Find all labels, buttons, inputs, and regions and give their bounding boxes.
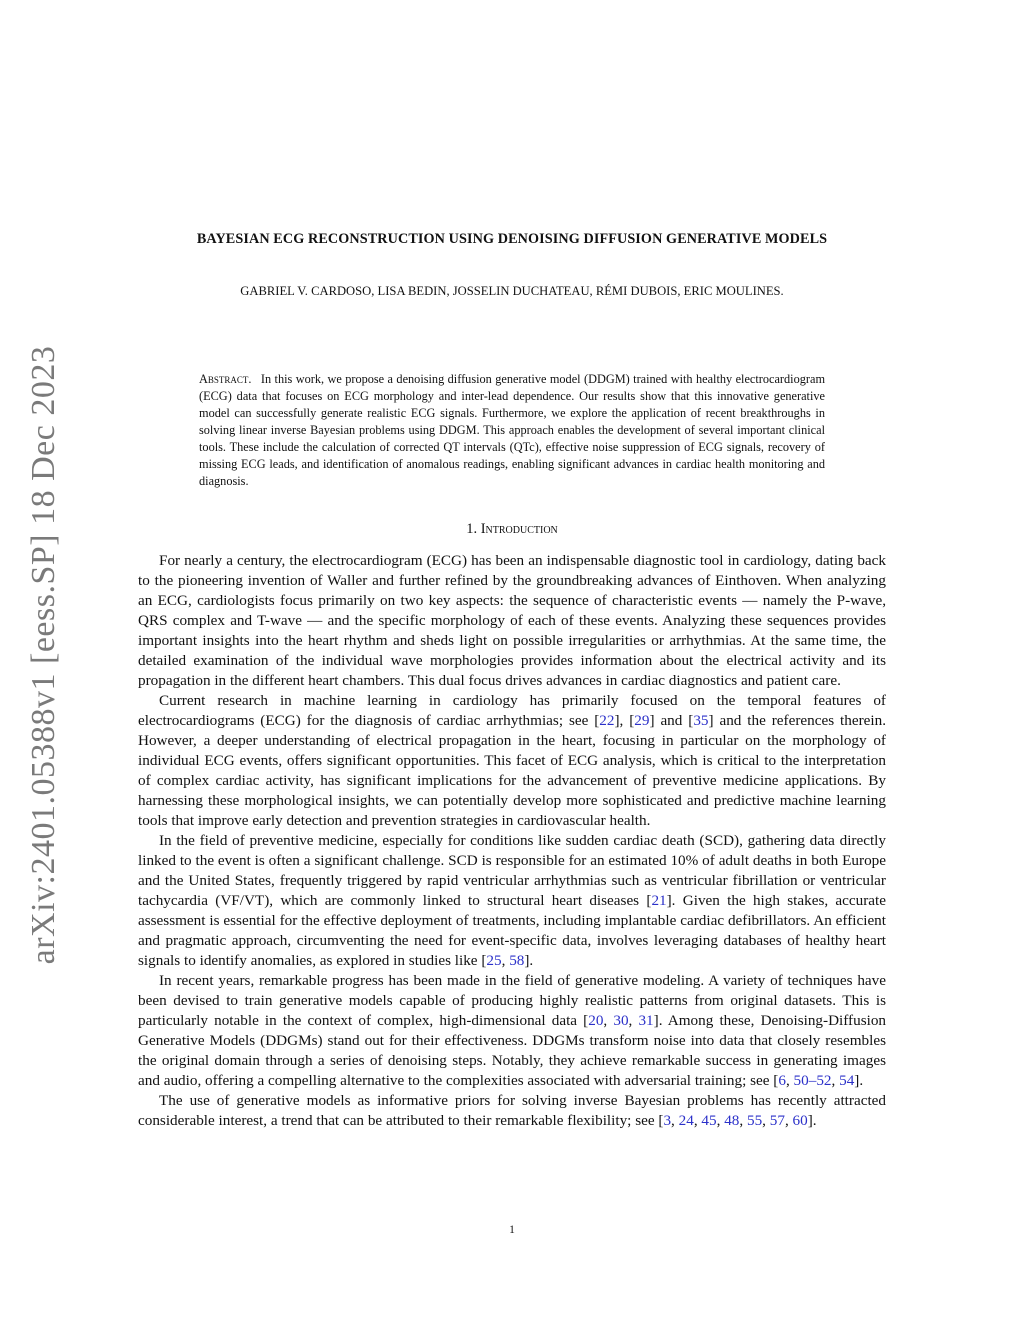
citation-link[interactable]: 20 bbox=[588, 1012, 604, 1029]
paragraph-text: , bbox=[784, 1112, 793, 1129]
paragraph-text: , bbox=[603, 1012, 614, 1029]
citation-link[interactable]: 50–52 bbox=[793, 1072, 832, 1089]
citation-link[interactable]: 55 bbox=[746, 1112, 763, 1129]
paragraph-4 bbox=[138, 971, 886, 1091]
paragraph-text: For nearly a century, the electrocardiogram (ECG) has been an indispensable diagnostic tool in cardiology, dating back to the pioneering invention of Waller and further refined by the groundbreaking advances of Einthoven. When analyzing an ECG, cardiologists focus primarily on two key aspects: the sequence of characteristic events — namely the P-wave, QRS complex and T-wave — and the specific morphology of each of these events. Analyzing these sequences provides important insights into the heart rhythm and sheds light on possible irregularities or arrhythmias. At the same time, the detailed examination of the individual wave morphologies provides information about the electrical activity and its propagation in the different heart chambers. This dual focus drives advances in cardiac diagnostics and patient care. bbox=[138, 552, 886, 689]
paragraph-text: ]. Among these, Denoising-Diffusion Generative Models (DDGMs) stand out for their effectiveness. DDGMs transform noise into data that closely resembles the original domain through a series of denoising steps. Notably, they achieve remarkable success in generating images and audio, offering a compelling alternative to the complexities associated with adversarial training; see [ bbox=[138, 1012, 887, 1089]
paragraph-text: , bbox=[501, 952, 510, 969]
abstract-text: In this work, we propose a denoising diffusion generative model (DDGM) trained with healthy electrocardiogram (ECG) data that focuses on ECG morphology and inter-lead dependence. Our results show that this innovative generative model can successfully generate realistic ECG signals. Furthermore, we explore the application of recent breakthroughs in solving linear inverse Bayesian problems using DDGM. This approach enables the development of several important clinical tools. These include the calculation of corrected QT intervals (QTc), effective noise suppression of ECG signals, recovery of missing ECG leads, and identification of anomalous readings, enabling significant advances in cardiac health monitoring and diagnosis. bbox=[199, 372, 826, 488]
abstract-label: Abstract. bbox=[199, 372, 252, 386]
paragraph-text: Current research in machine learning in cardiology has primarily focused on the temporal features of electrocardiograms (ECG) for the diagnosis of cardiac arrhythmias; see [ bbox=[138, 692, 886, 729]
citation-link[interactable]: 21 bbox=[651, 892, 667, 909]
page-number: 1 bbox=[509, 1224, 515, 1236]
paragraph-text: , bbox=[716, 1112, 725, 1129]
citation-link[interactable]: 30 bbox=[613, 1012, 629, 1029]
paragraph-5 bbox=[138, 1091, 886, 1131]
citation-link[interactable]: 25 bbox=[486, 952, 502, 969]
citation-link[interactable]: 35 bbox=[693, 712, 709, 729]
paragraph-text: The use of generative models as informative priors for solving inverse Bayesian problems has recently attracted considerable interest, a trend that can be attributed to their remarkable flexibility; see [ bbox=[138, 1092, 886, 1129]
citation-link[interactable]: 54 bbox=[839, 1072, 855, 1089]
paper-title: BAYESIAN ECG RECONSTRUCTION USING DENOISING DIFFUSION GENERATIVE MODELS bbox=[196, 231, 828, 247]
paragraph-3 bbox=[138, 831, 886, 971]
paragraph-text: , bbox=[785, 1072, 794, 1089]
paragraph-text: ]. bbox=[854, 1072, 864, 1089]
paragraph-2 bbox=[138, 691, 886, 831]
citation-link[interactable]: 6 bbox=[778, 1072, 786, 1089]
citation-link[interactable]: 45 bbox=[701, 1112, 717, 1129]
paragraph-text: , bbox=[831, 1072, 840, 1089]
paragraph-text: , bbox=[671, 1112, 679, 1129]
paragraph-text: ]. bbox=[807, 1112, 817, 1129]
paragraph-text: In the field of preventive medicine, especially for conditions like sudden cardiac death (SCD), gathering data directly linked to the event is often a significant challenge. SCD is responsible for an estimated 10% of adult deaths in both Europe and the United States, frequently triggered by rapid ventricular arrhythmias such as ventricular fibrillation or ventricular tachycardia (VF/VT), which are commonly linked to structural heart diseases [ bbox=[138, 832, 886, 909]
paragraph-text: ] and [ bbox=[649, 712, 694, 729]
paragraph-text: , bbox=[762, 1112, 770, 1129]
citation-link[interactable]: 31 bbox=[638, 1012, 654, 1029]
arxiv-identifier: arXiv:2401.05388v1 [eess.SP] 18 Dec 2023 bbox=[25, 345, 62, 965]
paragraph-text: In recent years, remarkable progress has been made in the field of generative modeling. A variety of techniques have been devised to train generative models capable of producing highly realistic patterns from original datasets. This is particularly notable in the context of complex, high-dimensional data [ bbox=[138, 972, 886, 1029]
paragraph-text: , bbox=[739, 1112, 747, 1129]
citation-link[interactable]: 48 bbox=[724, 1112, 740, 1129]
citation-link[interactable]: 57 bbox=[769, 1112, 785, 1129]
section-number: 1. bbox=[466, 521, 478, 537]
citation-link[interactable]: 24 bbox=[678, 1112, 694, 1129]
citation-link[interactable]: 3 bbox=[663, 1112, 672, 1129]
section-title: Introduction bbox=[480, 521, 558, 537]
paragraph-text: ]. bbox=[524, 952, 534, 969]
paragraph-1 bbox=[138, 551, 886, 691]
paragraph-text: ], [ bbox=[614, 712, 635, 729]
paragraph-text: , bbox=[628, 1012, 639, 1029]
section-heading bbox=[0, 521, 1024, 538]
citation-link[interactable]: 58 bbox=[509, 952, 525, 969]
body-text bbox=[138, 551, 886, 1131]
paragraph-text: ]. Given the high stakes, accurate assessment is essential for the effective deployment of treatments, including implantable cardiac defibrillators. An efficient and pragmatic approach, circumventing the need for event-specific data, involves leveraging databases of healthy heart signals to identify anomalies, as explored in studies like [ bbox=[138, 892, 887, 969]
citation-link[interactable]: 29 bbox=[634, 712, 650, 729]
paragraph-text: ] and the references therein. However, a deeper understanding of electrical propagation in the heart, focusing in particular on the morphology of individual ECG events, offers significant opportunities. This facet of ECG analysis, which is critical to the interpretation of complex cardiac activity, has significant implications for the advancement of preventive medicine applications. By harnessing these morphological insights, we can potentially develop more sophisticated and predictive machine learning tools that improve early detection and prevention strategies in cardiovascular health. bbox=[138, 712, 886, 829]
citation-link[interactable]: 22 bbox=[599, 712, 615, 729]
author-list: GABRIEL V. CARDOSO, LISA BEDIN, JOSSELIN DUCHATEAU, RÉMI DUBOIS, ERIC MOULINES. bbox=[240, 284, 784, 298]
abstract bbox=[199, 371, 825, 490]
paragraph-text: , bbox=[693, 1112, 702, 1129]
citation-link[interactable]: 60 bbox=[792, 1112, 808, 1129]
